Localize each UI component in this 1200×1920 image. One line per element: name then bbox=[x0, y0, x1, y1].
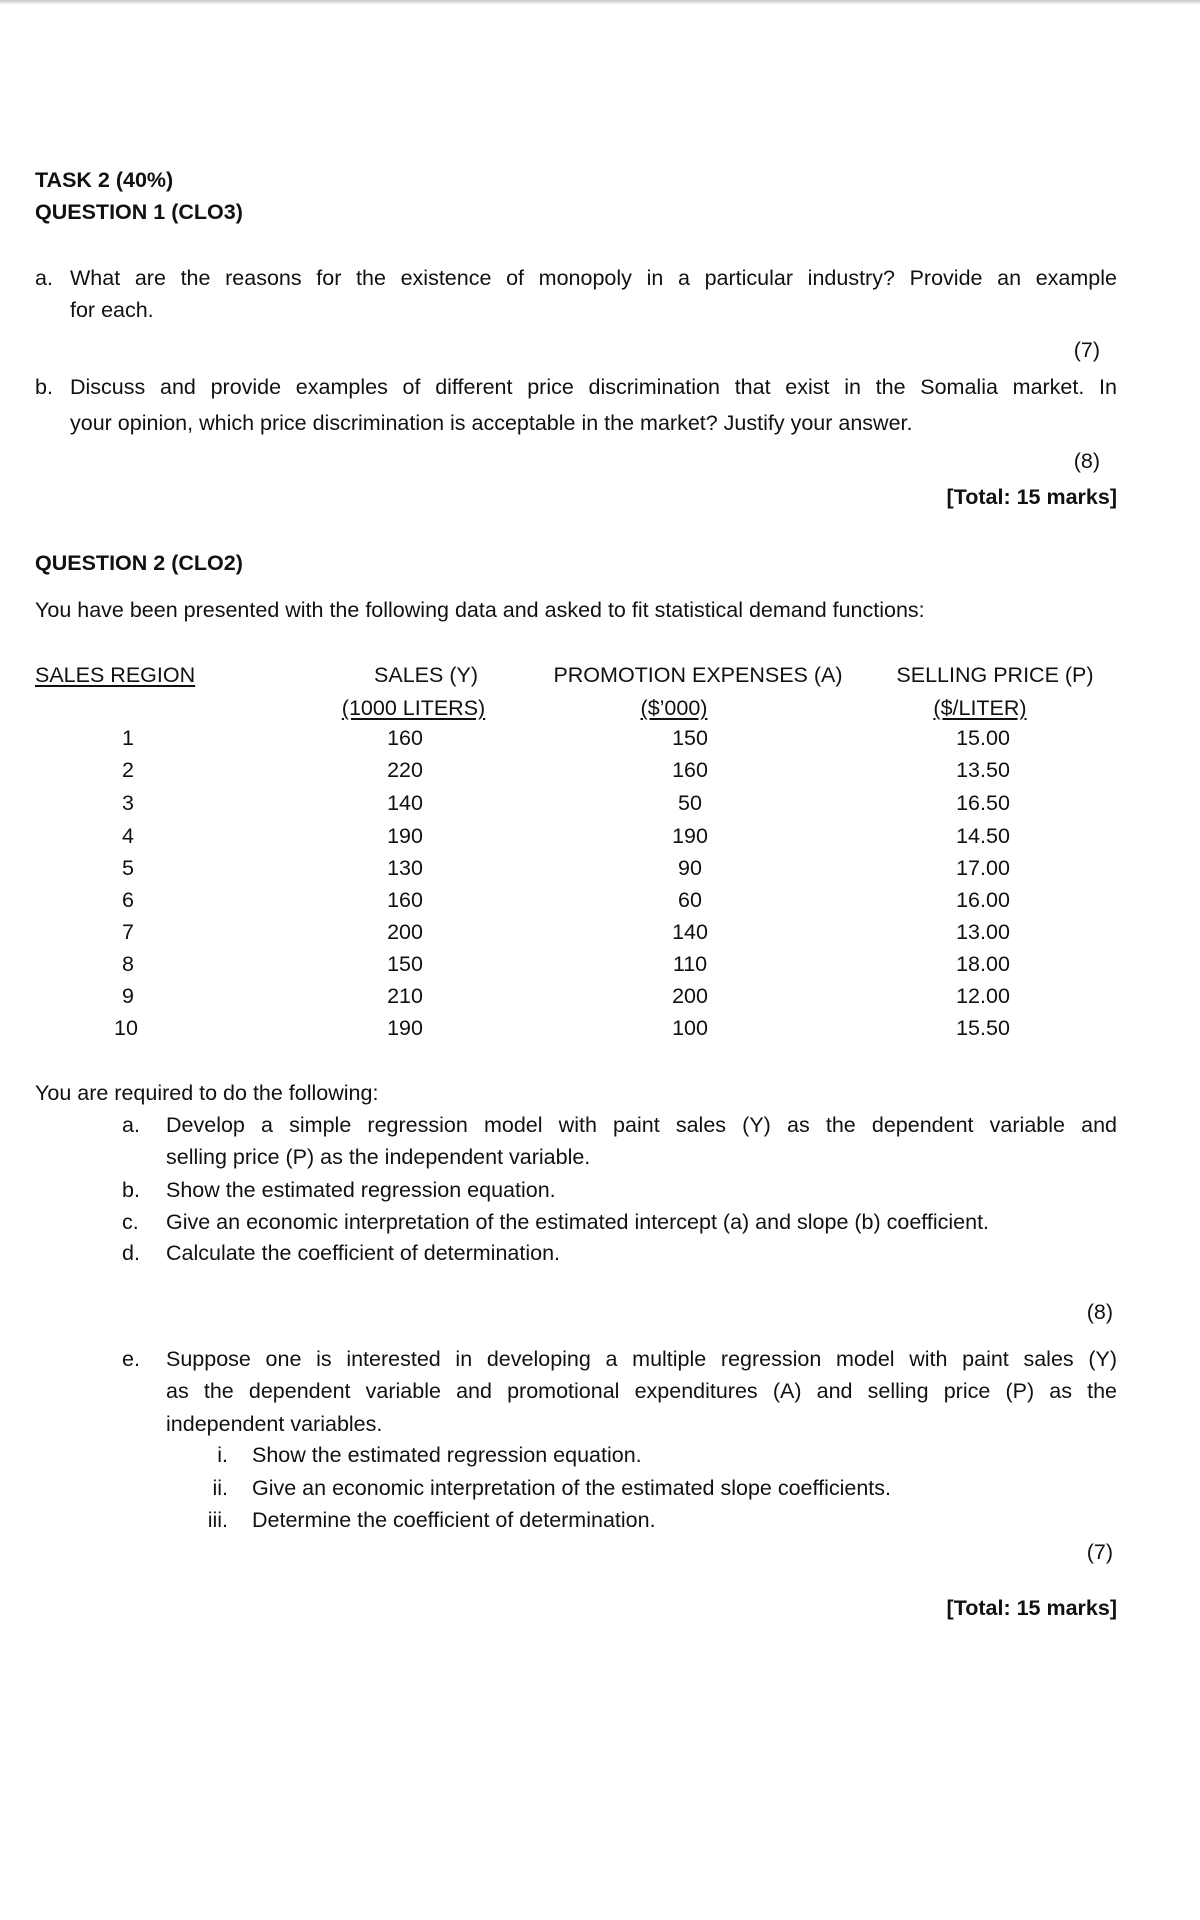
req-a-label: a. bbox=[122, 1113, 140, 1137]
cell-region: 3 bbox=[122, 791, 134, 815]
q1-a-marks: (7) bbox=[1073, 338, 1100, 362]
cell-region: 7 bbox=[122, 920, 134, 944]
question-2-title: QUESTION 2 (CLO2) bbox=[35, 551, 243, 575]
req-b-label: b. bbox=[122, 1178, 140, 1202]
req-e-line-3: independent variables. bbox=[166, 1412, 383, 1436]
req-e-iii-label: iii. bbox=[207, 1508, 228, 1532]
cell-price: 15.50 bbox=[956, 1016, 1010, 1040]
cell-sales: 190 bbox=[387, 824, 423, 848]
top-shadow bbox=[0, 0, 1200, 5]
req-b-text: Show the estimated regression equation. bbox=[166, 1178, 556, 1202]
req-e-marks: (7) bbox=[1086, 1540, 1113, 1564]
q1-b-label: b. bbox=[35, 375, 53, 399]
cell-promotion: 90 bbox=[678, 856, 702, 880]
cell-sales: 190 bbox=[387, 1016, 423, 1040]
task-title: TASK 2 (40%) bbox=[35, 168, 174, 192]
req-a-line-2: selling price (P) as the independent variable. bbox=[166, 1145, 591, 1169]
cell-region: 4 bbox=[122, 824, 134, 848]
cell-sales: 200 bbox=[387, 920, 423, 944]
cell-sales: 160 bbox=[387, 888, 423, 912]
req-e-label: e. bbox=[122, 1347, 140, 1371]
question-1-title: QUESTION 1 (CLO3) bbox=[35, 200, 243, 224]
q1-total-marks: [Total: 15 marks] bbox=[946, 485, 1117, 509]
q1-a-line-1: What are the reasons for the existence of monopoly in a particular industry? Provide an example bbox=[70, 266, 1117, 290]
cell-promotion: 60 bbox=[678, 888, 702, 912]
cell-promotion: 140 bbox=[672, 920, 708, 944]
cell-sales: 220 bbox=[387, 758, 423, 782]
q2-total-marks: [Total: 15 marks] bbox=[946, 1596, 1117, 1620]
cell-region: 9 bbox=[122, 984, 134, 1008]
header-promotion: PROMOTION EXPENSES (A) bbox=[553, 663, 843, 687]
cell-sales: 150 bbox=[387, 952, 423, 976]
cell-price: 15.00 bbox=[956, 726, 1010, 750]
header-price: SELLING PRICE (P) bbox=[896, 663, 1094, 687]
required-intro: You are required to do the following: bbox=[35, 1081, 379, 1105]
cell-price: 12.00 bbox=[956, 984, 1010, 1008]
req-e-i-label: i. bbox=[217, 1443, 228, 1467]
req-c-label: c. bbox=[122, 1210, 139, 1234]
q1-b-line-1: Discuss and provide examples of different price discrimination that exist in the Somalia market. In bbox=[70, 375, 1117, 399]
req-e-i-text: Show the estimated regression equation. bbox=[252, 1443, 642, 1467]
header-price-unit: ($/LITER) bbox=[933, 696, 1027, 720]
q1-a-line-2: for each. bbox=[70, 298, 154, 322]
cell-promotion: 160 bbox=[672, 758, 708, 782]
cell-price: 16.50 bbox=[956, 791, 1010, 815]
cell-region: 10 bbox=[114, 1016, 138, 1040]
cell-sales: 140 bbox=[387, 791, 423, 815]
cell-promotion: 50 bbox=[678, 791, 702, 815]
cell-region: 6 bbox=[122, 888, 134, 912]
cell-promotion: 200 bbox=[672, 984, 708, 1008]
req-d-label: d. bbox=[122, 1241, 140, 1265]
cell-price: 16.00 bbox=[956, 888, 1010, 912]
q1-b-marks: (8) bbox=[1073, 449, 1100, 473]
cell-price: 13.50 bbox=[956, 758, 1010, 782]
cell-price: 13.00 bbox=[956, 920, 1010, 944]
req-e-line-1: Suppose one is interested in developing a multiple regression model with paint sales (Y) bbox=[166, 1347, 1117, 1371]
req-c-text: Give an economic interpretation of the estimated intercept (a) and slope (b) coefficient. bbox=[166, 1210, 990, 1234]
header-sales: SALES (Y) bbox=[374, 663, 478, 687]
req-e-ii-text: Give an economic interpretation of the estimated slope coefficients. bbox=[252, 1476, 891, 1500]
q1-a-label: a. bbox=[35, 266, 53, 290]
header-promotion-unit: ($’000) bbox=[640, 696, 708, 720]
req-e-ii-label: ii. bbox=[212, 1476, 228, 1500]
cell-promotion: 190 bbox=[672, 824, 708, 848]
q2-intro: You have been presented with the following data and asked to fit statistical demand functions: bbox=[35, 598, 925, 622]
req-d-text: Calculate the coefficient of determination. bbox=[166, 1241, 561, 1265]
req-e-iii-text: Determine the coefficient of determination. bbox=[252, 1508, 656, 1532]
cell-price: 14.50 bbox=[956, 824, 1010, 848]
cell-region: 8 bbox=[122, 952, 134, 976]
cell-promotion: 150 bbox=[672, 726, 708, 750]
cell-price: 17.00 bbox=[956, 856, 1010, 880]
cell-promotion: 110 bbox=[672, 952, 708, 976]
cell-region: 2 bbox=[122, 758, 134, 782]
header-sales-region: SALES REGION bbox=[35, 663, 196, 687]
cell-sales: 130 bbox=[387, 856, 423, 880]
req-ad-marks: (8) bbox=[1086, 1300, 1113, 1324]
cell-region: 5 bbox=[122, 856, 134, 880]
cell-sales: 210 bbox=[387, 984, 423, 1008]
cell-promotion: 100 bbox=[672, 1016, 708, 1040]
req-a-line-1: Develop a simple regression model with paint sales (Y) as the dependent variable and bbox=[166, 1113, 1117, 1137]
cell-sales: 160 bbox=[387, 726, 423, 750]
req-e-line-2: as the dependent variable and promotional expenditures (A) and selling price (P) as the bbox=[166, 1379, 1117, 1403]
header-sales-unit: (1000 LITERS) bbox=[341, 696, 486, 720]
cell-region: 1 bbox=[122, 726, 134, 750]
cell-price: 18.00 bbox=[956, 952, 1010, 976]
q1-b-line-2: your opinion, which price discrimination is acceptable in the market? Justify your answer. bbox=[70, 411, 913, 435]
